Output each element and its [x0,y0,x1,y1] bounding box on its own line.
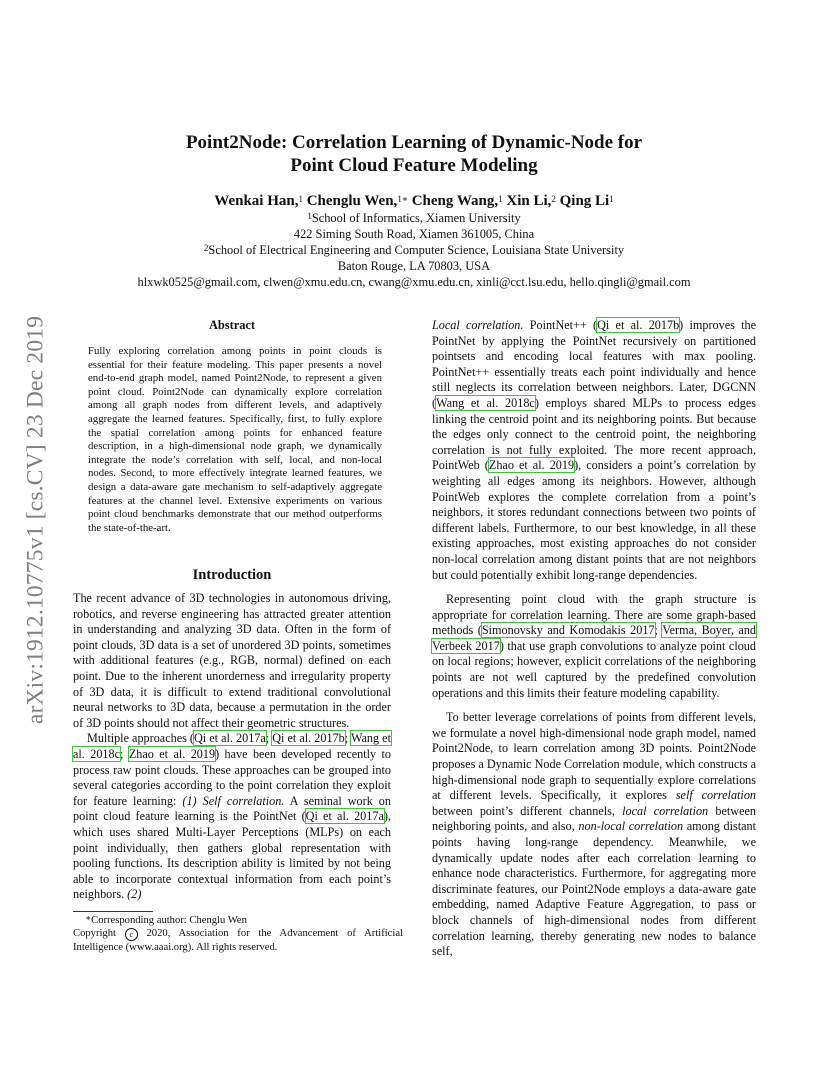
affiliation-1-address: 422 Siming South Road, Xiamen 361005, China [293,227,535,241]
affil-mark: 2 [203,243,209,253]
right-paragraph-3: To better leverage correlations of points from different levels, we formulate a novel high-dimensional node graph model, named Point2Node, to learn correlation among 3D points. Point2Node proposes a Dynamic Node Correlation module, which constructs a high-dimensional node graph to sequentially explore correlations at different levels. Specifically, it explores self correlation between point’s different channels, local correlation between neighboring points, and also, non-local correlation among distant points having long-range dependency. Meanwhile, we dynamically update nodes after each correlation learning to enhance node characteristics. Furthermore, for aggregating more discriminate features, our Point2Node employs a data-aware gate embedding, named Adaptive Feature Aggregation, to pass or block channels of high-dimensional nodes from different correlation learning, thereby generating new nodes to balance self, [432,710,757,959]
author: Chenglu Wen, [306,193,398,209]
author-affil-mark: 1 [609,194,614,204]
author: Wenkai Han, [214,193,299,209]
citation-link[interactable]: Zhao et al. 2019 [488,458,575,473]
affiliation-1 [80,210,748,226]
citation-link[interactable]: Zhao et al. 2019 [128,746,216,761]
introduction-heading: Introduction [192,567,272,583]
copyright-symbol: c [125,928,138,941]
intro-paragraph-1: The recent advance of 3D technologies in autonomous driving, robotics, and reverse engineering has attracted greater attention in understanding and analyzing 3D data. Often in the form of point clouds, 3D data is a set of unordered 3D points, sometimes with additional features (e.g., RGB, normal) defined on each point. Due to the inherent unorderness and irregularity property of 3D data, it is difficult to extend traditional convolutional neural networks to 3D data, because a permutation in the order of 3D points should not affect their geometric structures. [73,591,391,730]
abstract-heading: Abstract [208,318,256,332]
right-column [432,318,756,960]
footnote-mark: ∗ [85,913,92,923]
author-list [80,192,748,210]
affiliation-2-name: School of Electrical Engineering and Computer Science, Louisiana State University [208,243,625,257]
author: Xin Li, [506,193,552,209]
footnote [73,914,403,954]
author-affil-mark: 1∗ [397,194,408,204]
affiliation-2-address: Baton Rouge, LA 70803, USA [337,259,491,273]
right-paragraph-2: Representing point cloud with the graph structure is appropriate for correlation learning. There are some graph-based methods (Simonovsky and Komodakis 2017; Verma, Boyer, and Verbeek 2017) that use graph convolutions to analyze point cloud on local regions; however, explicit correlations of the neighboring points are not well captured by the predefined convolution operations and this limits their feature modeling capability. [432,592,757,700]
citation-link[interactable]: Qi et al. 2017b [597,318,680,332]
intro-paragraph-2: Multiple approaches (Qi et al. 2017a; Qi et al. 2017b; Wang et al. 2018c; Zhao et al. 2019) have been developed recently to process raw point clouds. These approaches can be grouped into several categories according to the point correlation they exploit for feature learning: (1) Self correlation. A seminal work on point cloud feature learning is the PointNet (Qi et al. 2017a), which uses shared Multi-Layer Perceptions (MLPs) on each point individually, then gathers global representation with pooling functions. Its description ability is limited by not being able to incorporate contextual information from each point’s neighbors. (2) [73,731,391,902]
affiliations [80,210,748,290]
citation-link[interactable]: Verma, Boyer, and Verbeek 2017 [432,623,757,653]
arxiv-identifier [16,285,56,755]
affiliation-2 [80,242,748,258]
citation-link[interactable]: Wang et al. 2018c [73,731,391,761]
citation-link[interactable]: Qi et al. 2017a [305,809,384,824]
author-emails: hlxwk0525@gmail.com, clwen@xmu.edu.cn, cwang@xmu.edu.cn, xinli@cct.lsu.edu, hello.qingli@gmail.com [137,275,691,289]
right-paragraph-1: Local correlation. PointNet++ (Qi et al. 2017b) improves the PointNet by applying the PointNet recursively on partitioned pointsets and encoding local features with max pooling. PointNet++ essentially treats each point individually and hence still neglects its correlation between neighbors. Later, DGCNN (Wang et al. 2018c) employs shared MLPs to process edges linking the centroid point and its neighboring points. But because the edges only connect to the centroid point, the neighboring correlation is not fully exploited. The more recent approach, PointWeb (Zhao et al. 2019), considers a point’s correlation by weighting all edges among its neighbors. However, although PointWeb explores the complete correlation from a point’s neighbors, it stores redundant connections between two points of different labels. Furthermore, to our best knowledge, in all these existing approaches, most existing approaches do not consider non-local correlation among distant points that are not neighbors but could potentially exhibit long-range dependencies. [432,318,757,582]
author-affil-mark: 2 [551,194,556,204]
author-affil-mark: 1 [298,194,303,204]
title-line-1: Point2Node: Correlation Learning of Dynamic-Node for [185,132,643,153]
paper-title [100,131,728,177]
arxiv-identifier-text: arXiv:1912.10775v1 [cs.CV] 23 Dec 2019 [22,315,49,725]
author: Qing Li [559,193,610,209]
citation-link[interactable]: Qi et al. 2017a [193,731,266,746]
author: Cheng Wang, [411,193,499,209]
affiliation-1-name: School of Informatics, Xiamen University [311,211,521,225]
author-affil-mark: 1 [498,194,503,204]
title-line-2: Point Cloud Feature Modeling [290,155,538,176]
affil-mark: 1 [307,211,312,221]
left-column [73,591,391,903]
footnote-rule [73,911,153,912]
corresponding-author-note: ∗Corresponding author: Chenglu Wen [85,913,247,926]
citation-link[interactable]: Qi et al. 2017b [272,731,345,746]
citation-link[interactable]: Wang et al. 2018c [436,395,535,410]
copyright-notice: Copyright c 2020, Association for the Advancement of Artificial Intelligence (www.aaai.org). All rights reserved. [73,928,403,953]
citation-link[interactable]: Simonovsky and Komodakis 2017 [481,623,655,638]
abstract-body: Fully exploring correlation among points in point clouds is essential for their feature modeling. This paper presents a novel end-to-end graph model, named Point2Node, to represent a given point cloud. Point2Node can dynamically explore correlation among all graph nodes from different levels, and adaptively aggregate the learned features. Specifically, first, to fully explore the spatial correlation among points for enhanced feature description, in a high-dimensional node graph, we dynamically integrate the node’s correlation with self, local, and non-local nodes. Second, to more effectively integrate learned features, we design a data-aware gate mechanism to self-adaptively aggregate features at the channel level. Extensive experiments on various point cloud benchmarks demonstrate that our method outperforms the state-of-the-art. [88,345,382,534]
